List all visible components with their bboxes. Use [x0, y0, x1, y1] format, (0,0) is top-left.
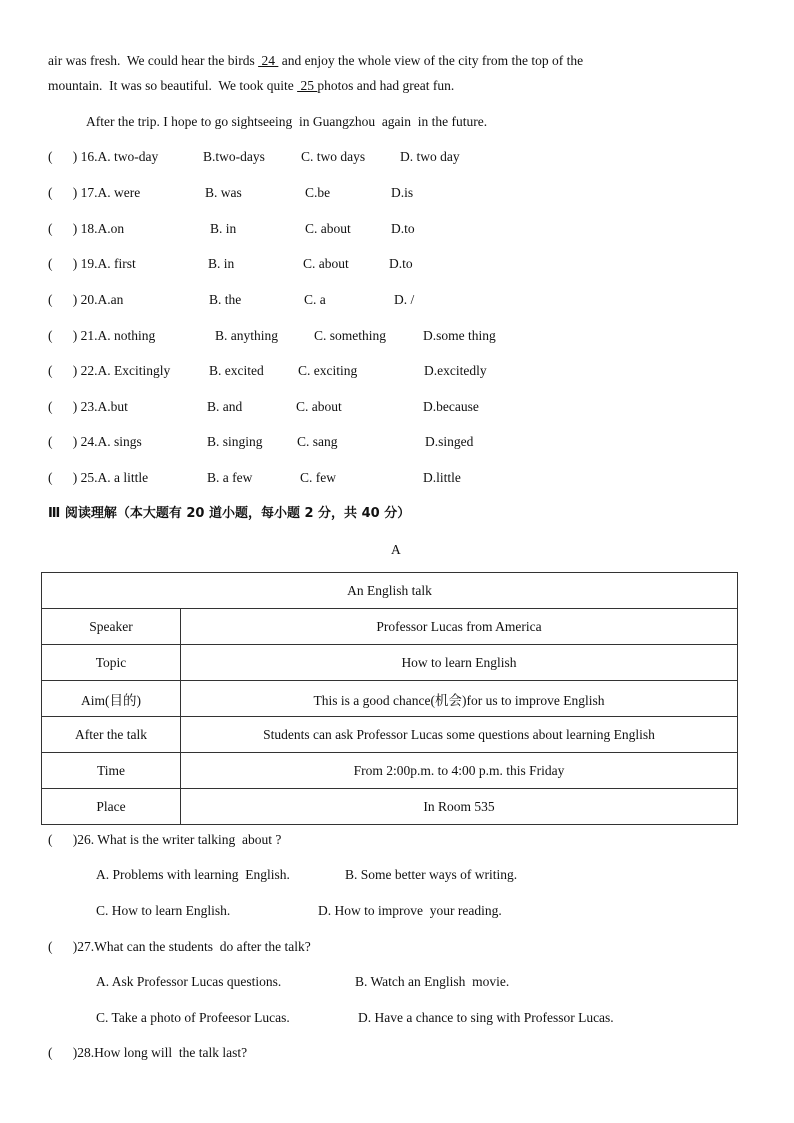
option-c: C. few	[300, 470, 336, 485]
option-c: C.be	[305, 185, 331, 200]
row-value: This is a good chance(机会)for us to improve English	[181, 681, 738, 717]
table-row	[42, 609, 738, 645]
row-label: Speaker	[42, 609, 181, 645]
option-d: D.because	[423, 399, 479, 414]
option-a: A. Problems with learning English.	[96, 867, 290, 882]
passage-line-1	[48, 53, 583, 69]
question-stem: ( ) 17.A. were	[48, 185, 141, 200]
option-d: D. Have a chance to sing with Professor Lucas.	[358, 1010, 614, 1025]
option-c: C. sang	[297, 434, 338, 449]
option-c: C. How to learn English.	[96, 903, 231, 918]
option-c: C. about	[296, 399, 342, 414]
table-row	[42, 645, 738, 681]
talk-info-table	[41, 572, 738, 825]
passage-text: mountain. It was so beautiful. We took quite	[48, 78, 298, 93]
row-value: From 2:00p.m. to 4:00 p.m. this Friday	[181, 753, 738, 789]
option-b: B. Watch an English movie.	[355, 974, 510, 989]
option-b: B.two-days	[203, 149, 265, 164]
question-stem: ( ) 25.A. a little	[48, 470, 149, 485]
question-stem: ( )26. What is the writer talking about ?	[48, 832, 282, 847]
option-b: B. in	[208, 256, 235, 271]
option-a: A. Ask Professor Lucas questions.	[96, 974, 282, 989]
option-b: B. a few	[207, 470, 253, 485]
question-stem: ( ) 22.A. Excitingly	[48, 363, 171, 378]
row-label: Time	[42, 753, 181, 789]
row-label: Place	[42, 789, 181, 825]
table-row	[42, 753, 738, 789]
question-stem: ( )27.What can the students do after the talk?	[48, 939, 311, 954]
blank-24: 24	[261, 53, 275, 68]
question-stem: ( ) 21.A. nothing	[48, 328, 156, 343]
passage-line-3: After the trip. I hope to go sightseeing in Guangzhou again in the future.	[86, 114, 488, 129]
question-stem: ( ) 16.A. two-day	[48, 149, 159, 164]
passage-letter: A	[391, 542, 401, 557]
option-d: D.some thing	[423, 328, 496, 343]
option-b: B. in	[210, 221, 237, 236]
question-stem: ( ) 24.A. sings	[48, 434, 142, 449]
passage-text: photos and had great fun.	[317, 78, 455, 93]
table-title-row	[42, 573, 738, 609]
table-row	[42, 789, 738, 825]
option-d: D.is	[391, 185, 414, 200]
option-d: D.singed	[425, 434, 474, 449]
row-value: Students can ask Professor Lucas some questions about learning English	[181, 717, 738, 753]
option-b: B. and	[207, 399, 243, 414]
option-c: C. something	[314, 328, 387, 343]
option-d: D.to	[391, 221, 415, 236]
option-b: B. anything	[215, 328, 278, 343]
row-value: Professor Lucas from America	[181, 609, 738, 645]
table-title: An English talk	[42, 573, 738, 609]
option-d: D. How to improve your reading.	[318, 903, 502, 918]
option-c: C. exciting	[298, 363, 358, 378]
row-label: Topic	[42, 645, 181, 681]
option-d: D.little	[423, 470, 461, 485]
option-b: B. singing	[207, 434, 263, 449]
table-row	[42, 717, 738, 753]
question-stem: ( ) 18.A.on	[48, 221, 125, 236]
passage-text: and enjoy the whole view of the city from the top of the	[278, 53, 584, 68]
passage-line-2	[48, 78, 454, 94]
option-c: C. about	[305, 221, 351, 236]
row-label: After the talk	[42, 717, 181, 753]
question-stem: ( ) 23.A.but	[48, 399, 128, 414]
option-c: C. two days	[301, 149, 366, 164]
option-b: B. Some better ways of writing.	[345, 867, 518, 882]
section-heading-reading: Ⅲ 阅读理解（本大题有 20 道小题，每小题 2 分，共 40 分）	[48, 506, 411, 521]
question-stem: ( ) 20.A.an	[48, 292, 124, 307]
option-c: C. about	[303, 256, 349, 271]
passage-text: air was fresh. We could hear the birds	[48, 53, 259, 68]
option-b: B. the	[209, 292, 242, 307]
table-row	[42, 681, 738, 717]
option-d: D. two day	[400, 149, 460, 164]
row-value: In Room 535	[181, 789, 738, 825]
row-value: How to learn English	[181, 645, 738, 681]
option-b: B. was	[205, 185, 242, 200]
option-d: D.excitedly	[424, 363, 487, 378]
question-stem: ( )28.How long will the talk last?	[48, 1045, 248, 1060]
question-stem: ( ) 19.A. first	[48, 256, 136, 271]
row-label: Aim(目的)	[42, 681, 181, 717]
option-c: C. Take a photo of Profeesor Lucas.	[96, 1010, 290, 1025]
blank-25: 25	[300, 78, 314, 93]
option-b: B. excited	[209, 363, 264, 378]
option-d: D.to	[389, 256, 413, 271]
option-d: D. /	[394, 292, 415, 307]
option-c: C. a	[304, 292, 326, 307]
